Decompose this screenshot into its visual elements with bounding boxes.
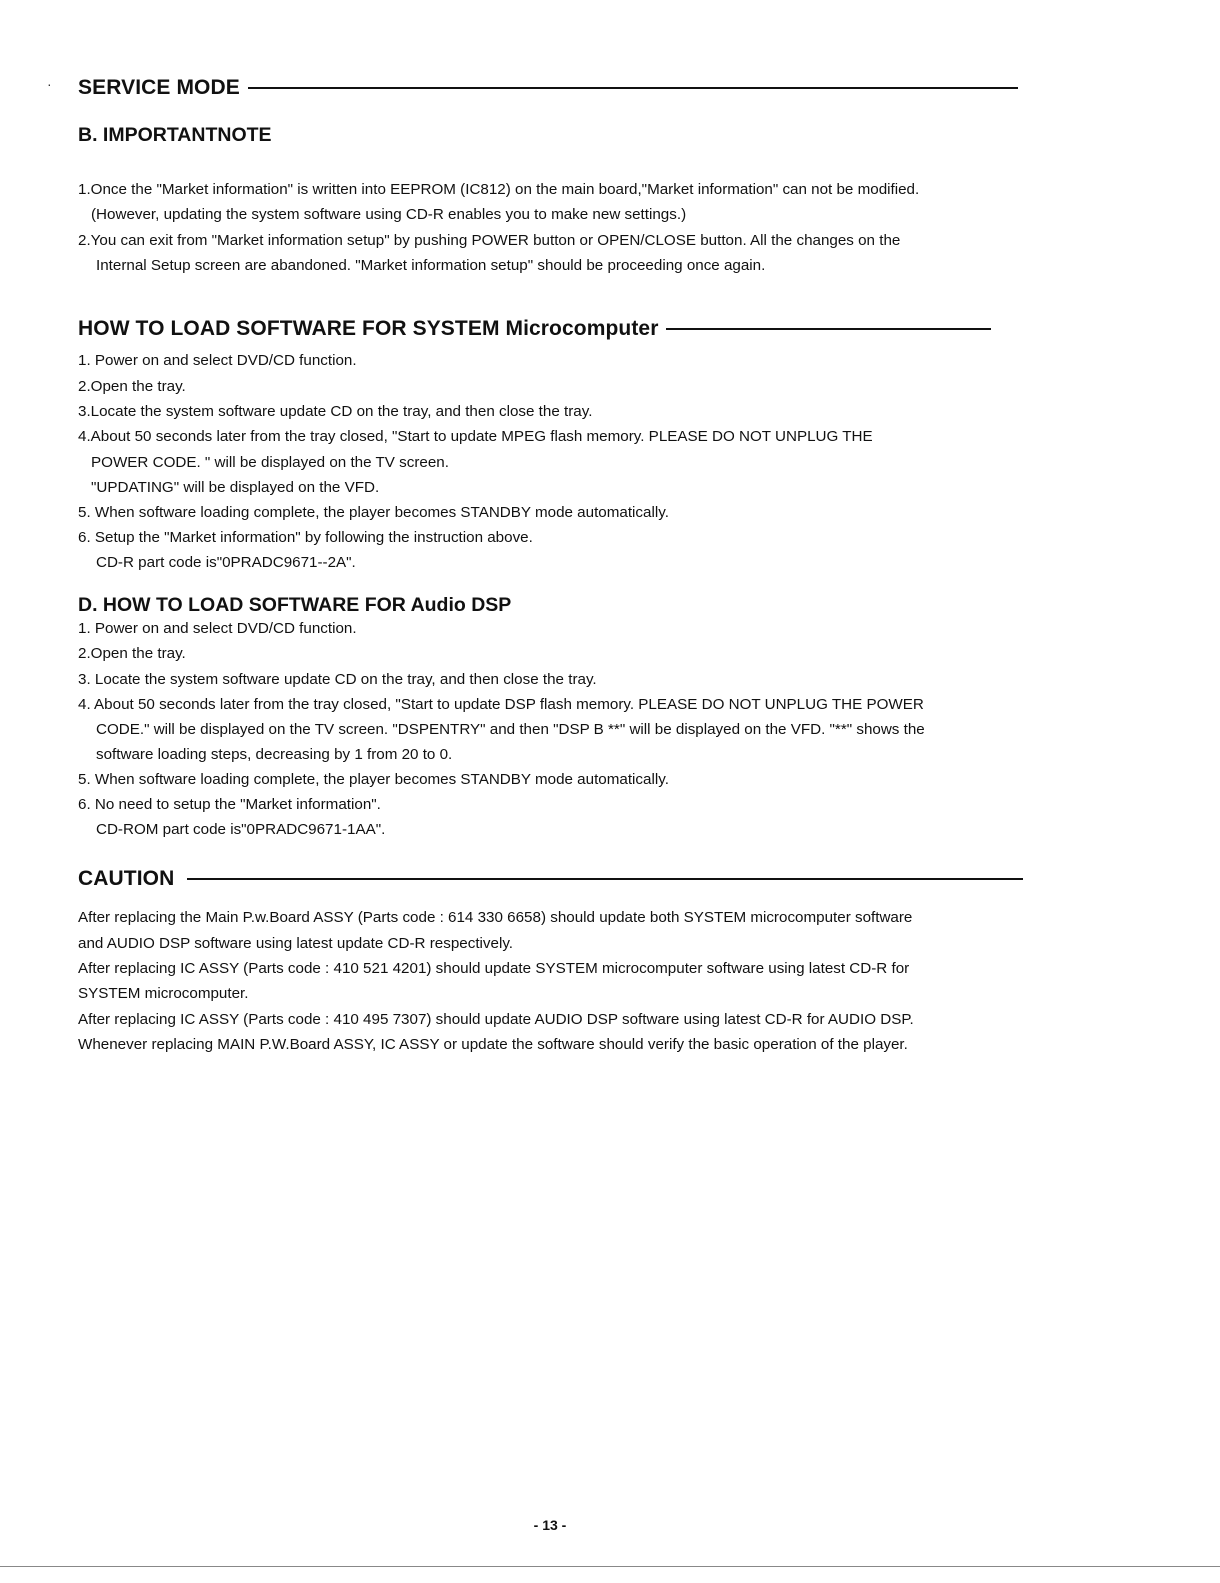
dsp-load-step: 1. Power on and select DVD/CD function. <box>78 620 357 637</box>
dsp-load-step: 2.Open the tray. <box>78 645 186 662</box>
important-note-line: Internal Setup screen are abandoned. "Market information setup" should be proceeding once again. <box>96 257 766 274</box>
caution-line: After replacing IC ASSY (Parts code : 410 495 7307) should update AUDIO DSP software using latest CD-R for AUDIO DSP. <box>78 1011 914 1028</box>
system-load-step: 3.Locate the system software update CD on the tray, and then close the tray. <box>78 403 593 420</box>
service-mode-rule <box>248 87 1018 89</box>
caution-rule <box>187 878 1023 880</box>
dsp-load-step: 6. No need to setup the "Market information". <box>78 796 381 813</box>
page-number: - 13 - <box>533 1517 567 1533</box>
dsp-load-step: CD-ROM part code is"0PRADC9671-1AA". <box>96 821 386 838</box>
dsp-load-step: 5. When software loading complete, the player becomes STANDBY mode automatically. <box>78 771 669 788</box>
system-load-step: 4.About 50 seconds later from the tray closed, "Start to update MPEG flash memory. PLEASE DO NOT UNPLUG THE <box>78 428 873 445</box>
dsp-load-step: CODE." will be displayed on the TV screen. "DSPENTRY" and then "DSP B **" will be displayed on the VFD. "**" shows the <box>96 721 925 738</box>
important-note-line: (However, updating the system software using CD-R enables you to make new settings.) <box>91 206 687 223</box>
system-load-step: "UPDATING" will be displayed on the VFD. <box>91 479 380 496</box>
system-load-title: HOW TO LOAD SOFTWARE FOR SYSTEM Microcomputer <box>78 317 659 340</box>
system-load-step: 2.Open the tray. <box>78 378 186 395</box>
margin-dot: · <box>47 76 52 92</box>
system-load-step: POWER CODE. " will be displayed on the TV screen. <box>91 454 449 471</box>
dsp-load-title: D. HOW TO LOAD SOFTWARE FOR Audio DSP <box>78 594 512 616</box>
system-load-rule <box>666 328 991 330</box>
important-note-line: 2.You can exit from "Market information setup" by pushing POWER button or OPEN/CLOSE button. All the changes on the <box>78 232 901 249</box>
system-load-heading <box>78 317 991 341</box>
system-load-step: 6. Setup the "Market information" by following the instruction above. <box>78 529 533 546</box>
system-load-step: 5. When software loading complete, the player becomes STANDBY mode automatically. <box>78 504 669 521</box>
page-bottom-edge <box>0 1566 1220 1567</box>
system-load-step: 1. Power on and select DVD/CD function. <box>78 352 357 369</box>
system-load-step: CD-R part code is"0PRADC9671--2A". <box>96 554 356 571</box>
important-note-title: B. IMPORTANTNOTE <box>78 124 272 146</box>
dsp-load-step: 3. Locate the system software update CD on the tray, and then close the tray. <box>78 671 597 688</box>
service-mode-title: SERVICE MODE <box>78 76 240 99</box>
service-mode-heading <box>78 76 1018 100</box>
caution-line: and AUDIO DSP software using latest update CD-R respectively. <box>78 935 514 952</box>
caution-line: SYSTEM microcomputer. <box>78 985 249 1002</box>
caution-line: Whenever replacing MAIN P.W.Board ASSY, IC ASSY or update the software should verify the basic operation of the player. <box>78 1036 908 1053</box>
dsp-load-step: 4. About 50 seconds later from the tray closed, "Start to update DSP flash memory. PLEASE DO NOT UNPLUG THE POWER <box>78 696 924 713</box>
caution-line: After replacing IC ASSY (Parts code : 410 521 4201) should update SYSTEM microcomputer software using latest CD-R for <box>78 960 910 977</box>
caution-title: CAUTION <box>78 867 175 890</box>
dsp-load-step: software loading steps, decreasing by 1 from 20 to 0. <box>96 746 453 763</box>
important-note-line: 1.Once the "Market information" is written into EEPROM (IC812) on the main board,"Market information" can not be modified. <box>78 181 920 198</box>
caution-line: After replacing the Main P.w.Board ASSY (Parts code : 614 330 6658) should update both SYSTEM microcomputer software <box>78 909 913 926</box>
caution-heading <box>78 867 1023 891</box>
